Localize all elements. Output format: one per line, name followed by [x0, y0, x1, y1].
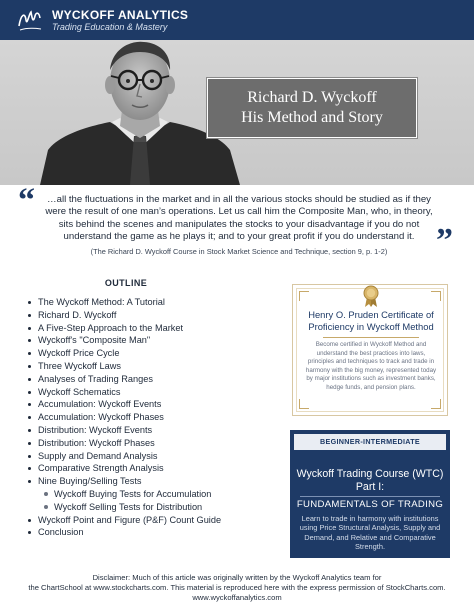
outline-item[interactable]: Conclusion: [28, 526, 268, 539]
course-description: Learn to trade in harmony with institutions using Price Structural Analysis, Supply and Demand, and Relative and Comparative Strength.: [299, 514, 441, 552]
outline-item[interactable]: Wyckoff Point and Figure (P&F) Count Guide: [28, 514, 268, 527]
outline-item[interactable]: The Wyckoff Method: A Tutorial: [28, 296, 268, 309]
outline-item[interactable]: Distribution: Wyckoff Phases: [28, 437, 268, 450]
outline-item[interactable]: Accumulation: Wyckoff Phases: [28, 411, 268, 424]
outline-item[interactable]: A Five-Step Approach to the Market: [28, 322, 268, 335]
composite-man-quote: …all the fluctuations in the market and in all the various stocks should be studied as if they were the result of one man’s operations. Let us call him the Composite Man, who, in theory, sits behind the scenes and manipulates the stocks to your disadvantage if you do not understand the game as he plays it; and to your great profit if you do understand it.: [45, 194, 433, 243]
outline-title: OUTLINE: [104, 278, 148, 288]
hero-title-line2: His Method and Story: [241, 109, 383, 126]
corner-ornament: [431, 399, 441, 409]
brand-subtitle: Trading Education & Mastery: [52, 22, 168, 32]
outline-item[interactable]: Nine Buying/Selling Tests: [28, 475, 268, 488]
website-link[interactable]: www.wyckoffanalytics.com: [192, 593, 282, 602]
outline-item[interactable]: Distribution: Wyckoff Events: [28, 424, 268, 437]
course-level-badge: BEGINNER-INTERMEDIATE: [294, 434, 446, 450]
outline-list: [28, 296, 268, 539]
award-seal-icon: [363, 285, 379, 307]
certificate-card[interactable]: [292, 284, 448, 416]
outline-subitem[interactable]: Wyckoff Selling Tests for Distribution: [28, 501, 268, 514]
disclaimer-line: the ChartSchool at www.stockcharts.com. This material is reproduced here with the express permission of StockCharts.com.: [28, 583, 446, 592]
certificate-title: Henry O. Pruden Certificate of Proficiency in Wyckoff Method: [308, 309, 434, 332]
outline-item[interactable]: Supply and Demand Analysis: [28, 450, 268, 463]
corner-ornament: [431, 291, 441, 301]
corner-ornament: [299, 291, 309, 301]
quote-source: (The Richard D. Wyckoff Course in Stock Market Science and Technique, section 9, p. 1-2): [90, 247, 388, 256]
outline-item[interactable]: Three Wyckoff Laws: [28, 360, 268, 373]
hero-banner: [0, 0, 474, 185]
outline-item[interactable]: Richard D. Wyckoff: [28, 309, 268, 322]
course-card[interactable]: [290, 430, 450, 558]
outline-item[interactable]: Analyses of Trading Ranges: [28, 373, 268, 386]
certificate-description: Become certified in Wyckoff Method and understand the best practices into laws, principles and techniques to track and trade in harmony with the big money, represented today by major institutions such as investment banks, hedge funds, and pension plans.: [305, 341, 437, 391]
footer-disclaimer: [10, 573, 464, 603]
disclaimer-line: Disclaimer: Much of this article was originally written by the Wyckoff Analytics team for: [92, 573, 382, 582]
divider: [323, 337, 419, 338]
outline-item[interactable]: Accumulation: Wyckoff Events: [28, 398, 268, 411]
outline-subitem[interactable]: Wyckoff Buying Tests for Accumulation: [28, 488, 268, 501]
brand-title[interactable]: WYCKOFF ANALYTICS: [52, 8, 189, 22]
divider: [300, 496, 440, 497]
course-title: Wyckoff Trading Course (WTC) Part I:: [296, 468, 444, 493]
hero-title-line1: Richard D. Wyckoff: [247, 89, 377, 106]
hero-title-box: [207, 78, 417, 138]
close-quote-icon: ”: [436, 222, 453, 259]
corner-ornament: [299, 399, 309, 409]
open-quote-icon: “: [18, 182, 35, 219]
outline-item[interactable]: Wyckoff Schematics: [28, 386, 268, 399]
course-subtitle: FUNDAMENTALS OF TRADING: [296, 499, 444, 510]
outline-item[interactable]: Wyckoff Price Cycle: [28, 347, 268, 360]
outline-item[interactable]: Comparative Strength Analysis: [28, 462, 268, 475]
outline-item[interactable]: Wyckoff's "Composite Man": [28, 334, 268, 347]
